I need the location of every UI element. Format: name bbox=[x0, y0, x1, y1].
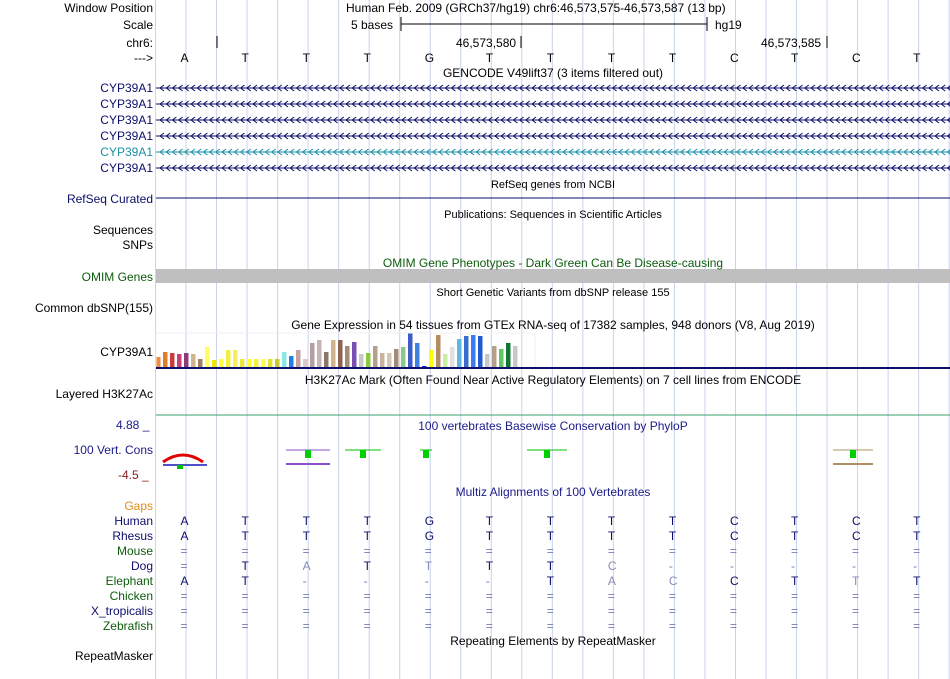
alignment-base: = bbox=[363, 544, 371, 558]
alignment-base: = bbox=[852, 604, 860, 618]
alignment-base: C bbox=[852, 514, 861, 528]
alignment-base: T bbox=[668, 529, 677, 543]
alignment-base: = bbox=[607, 544, 615, 558]
alignment-base: A bbox=[180, 514, 189, 528]
gtex-tissue-bar bbox=[282, 352, 287, 367]
alignment-base: = bbox=[363, 589, 371, 603]
gencode-track-title[interactable]: GENCODE V49lift37 (3 items filtered out) bbox=[442, 66, 664, 80]
alignment-base: T bbox=[363, 514, 371, 528]
alignment-base: = bbox=[546, 589, 554, 603]
alignment-base: = bbox=[607, 604, 615, 618]
alignment-base: = bbox=[424, 604, 432, 618]
alignment-base: G bbox=[424, 529, 435, 543]
alignment-base: = bbox=[729, 604, 737, 618]
alignment-base: = bbox=[363, 619, 371, 633]
alignment-base: = bbox=[913, 589, 921, 603]
gtex-tissue-bar bbox=[198, 359, 203, 367]
gtex-tissue-bar bbox=[499, 349, 504, 367]
gtex-tissue-bar bbox=[429, 350, 434, 367]
alignment-base: T bbox=[546, 529, 555, 543]
alignment-base: = bbox=[424, 544, 432, 558]
gtex-tissue-bar bbox=[163, 352, 168, 367]
base-letter: T bbox=[913, 51, 921, 65]
gtex-tissue-bar bbox=[436, 335, 441, 367]
gtex-tissue-bar bbox=[240, 359, 245, 367]
base-letter: C bbox=[729, 51, 739, 65]
scale-label: Scale bbox=[122, 18, 153, 32]
gtex-tissue-bar bbox=[464, 336, 469, 367]
phylop-mark bbox=[850, 450, 856, 458]
alignment-base: T bbox=[363, 529, 371, 543]
gencode-item-label[interactable]: CYP39A1 bbox=[100, 129, 153, 143]
alignment-base: = bbox=[546, 544, 554, 558]
alignment-base: = bbox=[791, 544, 799, 558]
alignment-base: C bbox=[729, 574, 739, 588]
alignment-base: = bbox=[485, 604, 493, 618]
alignment-base: T bbox=[424, 559, 433, 573]
alignment-base: T bbox=[485, 559, 494, 573]
strand-label: ---> bbox=[134, 51, 153, 65]
gtex-tissue-bar bbox=[352, 342, 357, 367]
alignment-base: T bbox=[302, 514, 310, 528]
alignment-base: T bbox=[363, 559, 371, 573]
alignment-base: = bbox=[241, 544, 249, 558]
phylop-track-title[interactable]: 100 vertebrates Basewise Conservation by PhyloP bbox=[418, 419, 688, 433]
alignment-base: T bbox=[241, 574, 249, 588]
alignment-base: = bbox=[668, 604, 676, 618]
gtex-tissue-bar bbox=[289, 356, 294, 367]
window-position-label: Window Position bbox=[64, 1, 153, 15]
gtex-tissue-bar bbox=[415, 343, 420, 367]
gencode-item-label[interactable]: CYP39A1 bbox=[100, 97, 153, 111]
alignment-base: T bbox=[485, 529, 494, 543]
base-letter: T bbox=[363, 51, 371, 65]
base-letter: T bbox=[607, 51, 616, 65]
chrom-label: chr6: bbox=[126, 36, 153, 50]
alignment-base: = bbox=[546, 619, 554, 633]
alignment-base: = bbox=[424, 589, 432, 603]
alignment-base: = bbox=[791, 619, 799, 633]
scale-value: 5 bases bbox=[351, 18, 394, 32]
base-letter: T bbox=[241, 51, 249, 65]
alignment-base: - bbox=[852, 559, 857, 573]
coordinate-tick-2: 46,573,585 bbox=[761, 36, 822, 50]
alignment-base: - bbox=[729, 559, 734, 573]
alignment-base: T bbox=[241, 559, 249, 573]
alignment-base: = bbox=[852, 589, 860, 603]
gtex-tissue-bar bbox=[310, 343, 315, 367]
alignment-base: = bbox=[791, 589, 799, 603]
alignment-base: - bbox=[424, 574, 429, 588]
alignment-base: T bbox=[791, 529, 799, 543]
h3k27ac-label[interactable]: Layered H3K27Ac bbox=[55, 387, 153, 401]
gtex-tissue-bar bbox=[345, 346, 350, 367]
gtex-tissue-bar bbox=[457, 339, 462, 367]
alignment-base: T bbox=[485, 514, 494, 528]
gaps-label[interactable]: Gaps bbox=[124, 499, 153, 513]
gtex-tissue-bar bbox=[401, 347, 406, 367]
phylop-mark bbox=[544, 450, 550, 458]
gtex-track-title[interactable]: Gene Expression in 54 tissues from GTEx RNA-seq of 17382 samples, 948 donors (V8, Aug 2019) bbox=[291, 318, 815, 332]
gtex-tissue-bar bbox=[471, 335, 476, 367]
alignment-base: = bbox=[180, 604, 188, 618]
gtex-tissue-bar bbox=[324, 352, 329, 367]
gtex-tissue-bar bbox=[212, 360, 217, 367]
gtex-tissue-bar bbox=[387, 353, 392, 367]
alignment-base: = bbox=[852, 544, 860, 558]
coordinate-tick-1: 46,573,580 bbox=[456, 36, 517, 50]
alignment-base: C bbox=[729, 529, 739, 543]
phylop-min-value: -4.5 _ bbox=[118, 468, 149, 482]
gtex-tissue-bar bbox=[373, 346, 378, 367]
gtex-tissue-bar bbox=[191, 354, 196, 367]
alignment-base: - bbox=[363, 574, 368, 588]
alignment-base: = bbox=[852, 619, 860, 633]
gtex-tissue-bar bbox=[317, 340, 322, 367]
species-label[interactable]: Rhesus bbox=[112, 529, 153, 543]
gtex-tissue-bar bbox=[506, 343, 511, 367]
gtex-tissue-bar bbox=[450, 347, 455, 367]
alignment-base: C bbox=[729, 514, 739, 528]
alignment-base: T bbox=[852, 574, 860, 588]
alignment-base: T bbox=[546, 574, 555, 588]
alignment-base: T bbox=[607, 529, 616, 543]
alignment-base: A bbox=[302, 559, 311, 573]
alignment-base: = bbox=[241, 589, 249, 603]
gtex-tissue-bar bbox=[485, 354, 490, 367]
base-letter: T bbox=[546, 51, 555, 65]
species-label[interactable]: Mouse bbox=[116, 544, 153, 558]
phylop-mark bbox=[177, 465, 183, 469]
alignment-base: = bbox=[729, 619, 737, 633]
alignment-base: = bbox=[668, 544, 676, 558]
phylop-max-value: 4.88 _ bbox=[116, 418, 150, 432]
alignment-base: = bbox=[180, 559, 188, 573]
gtex-tissue-bar bbox=[275, 359, 280, 367]
h3k27ac-track-title[interactable]: H3K27Ac Mark (Often Found Near Active Regulatory Elements) on 7 cell lines from ENCODE bbox=[304, 373, 802, 387]
alignment-base: = bbox=[302, 619, 310, 633]
window-position-value: Human Feb. 2009 (GRCh37/hg19) chr6:46,573,575-46,573,587 (13 bp) bbox=[346, 1, 726, 15]
multiz-track-title[interactable]: Multiz Alignments of 100 Vertebrates bbox=[455, 485, 651, 499]
refseq-curated-label[interactable]: RefSeq Curated bbox=[66, 192, 153, 206]
alignment-base: T bbox=[791, 514, 799, 528]
gtex-tissue-bar bbox=[170, 353, 175, 367]
alignment-base: - bbox=[913, 559, 918, 573]
alignment-base: T bbox=[791, 574, 799, 588]
gtex-tissue-bar bbox=[254, 359, 259, 367]
species-label[interactable]: Human bbox=[114, 514, 153, 528]
alignment-base: = bbox=[546, 604, 554, 618]
gtex-gene-label[interactable]: CYP39A1 bbox=[100, 345, 153, 359]
alignment-base: C bbox=[607, 559, 617, 573]
alignment-base: - bbox=[791, 559, 795, 573]
dbsnp-track-title[interactable]: Short Genetic Variants from dbSNP release 155 bbox=[436, 287, 670, 299]
species-label[interactable]: Elephant bbox=[105, 574, 153, 588]
gtex-tissue-bar bbox=[177, 354, 182, 367]
alignment-base: A bbox=[607, 574, 616, 588]
alignment-base: T bbox=[913, 514, 921, 528]
phylop-mark bbox=[423, 450, 429, 458]
refseq-track-title[interactable]: RefSeq genes from NCBI bbox=[490, 179, 616, 191]
species-label[interactable]: Dog bbox=[130, 559, 153, 573]
gencode-item-label[interactable]: CYP39A1 bbox=[100, 145, 153, 159]
species-label[interactable]: Zebrafish bbox=[102, 619, 153, 633]
alignment-base: = bbox=[729, 544, 737, 558]
alignment-base: T bbox=[546, 559, 555, 573]
alignment-base: = bbox=[180, 619, 188, 633]
sequences-label[interactable]: Sequences bbox=[92, 223, 153, 237]
alignment-base: = bbox=[668, 589, 676, 603]
alignment-base: = bbox=[180, 544, 188, 558]
alignment-base: T bbox=[546, 514, 555, 528]
alignment-base: C bbox=[668, 574, 678, 588]
phylop-mark bbox=[305, 450, 311, 458]
gtex-tissue-bar bbox=[359, 354, 364, 367]
alignment-base: = bbox=[668, 619, 676, 633]
alignment-base: T bbox=[241, 529, 249, 543]
alignment-base: = bbox=[729, 589, 737, 603]
scale-assembly: hg19 bbox=[715, 18, 742, 32]
repeatmasker-track-title[interactable]: Repeating Elements by RepeatMasker bbox=[450, 634, 656, 648]
alignment-base: A bbox=[180, 529, 189, 543]
alignment-base: T bbox=[913, 529, 921, 543]
gtex-tissue-bar bbox=[338, 340, 343, 367]
alignment-base: = bbox=[302, 604, 310, 618]
alignment-base: = bbox=[302, 544, 310, 558]
base-letter: T bbox=[302, 51, 310, 65]
species-label[interactable]: X_tropicalis bbox=[90, 604, 153, 618]
alignment-base: G bbox=[424, 514, 435, 528]
publications-track-title[interactable]: Publications: Sequences in Scientific Articles bbox=[444, 209, 662, 221]
base-letter: T bbox=[791, 51, 799, 65]
phylop-peak bbox=[163, 455, 203, 462]
alignment-base: = bbox=[424, 619, 432, 633]
gtex-tissue-bar bbox=[156, 357, 161, 367]
alignment-base: = bbox=[363, 604, 371, 618]
gtex-tissue-bar bbox=[296, 350, 301, 367]
gtex-tissue-bar bbox=[219, 359, 224, 367]
base-letter: T bbox=[668, 51, 677, 65]
snps-label[interactable]: SNPs bbox=[122, 238, 153, 252]
gtex-tissue-bar bbox=[205, 347, 210, 367]
gtex-tissue-bar bbox=[408, 333, 413, 367]
base-letter: A bbox=[180, 51, 189, 65]
alignment-base: = bbox=[241, 619, 249, 633]
alignment-base: C bbox=[852, 529, 861, 543]
gtex-tissue-bar bbox=[492, 346, 497, 367]
alignment-base: T bbox=[668, 514, 677, 528]
alignment-base: = bbox=[913, 604, 921, 618]
gencode-item-label[interactable]: CYP39A1 bbox=[100, 113, 153, 127]
alignment-base: = bbox=[913, 619, 921, 633]
alignment-base: - bbox=[302, 574, 307, 588]
alignment-base: = bbox=[302, 589, 310, 603]
phylop-mark bbox=[360, 450, 366, 458]
gtex-tissue-bar bbox=[394, 349, 399, 367]
base-letter: G bbox=[424, 51, 435, 65]
alignment-base: A bbox=[180, 574, 189, 588]
alignment-base: = bbox=[485, 619, 493, 633]
alignment-base: = bbox=[485, 589, 493, 603]
alignment-base: T bbox=[607, 514, 616, 528]
gtex-tissue-bar bbox=[233, 350, 238, 367]
alignment-base: T bbox=[241, 514, 249, 528]
gtex-tissue-bar bbox=[184, 353, 189, 367]
alignment-base: = bbox=[791, 604, 799, 618]
omim-genes-label[interactable]: OMIM Genes bbox=[81, 270, 153, 284]
gtex-tissue-bar bbox=[380, 353, 385, 367]
gencode-item-label[interactable]: CYP39A1 bbox=[100, 161, 153, 175]
gencode-item-label[interactable]: CYP39A1 bbox=[100, 81, 153, 95]
alignment-base: = bbox=[607, 589, 615, 603]
gtex-tissue-bar bbox=[226, 350, 231, 367]
phylop-label[interactable]: 100 Vert. Cons bbox=[73, 443, 153, 457]
omim-bar bbox=[156, 269, 950, 283]
base-letter: T bbox=[485, 51, 494, 65]
gtex-tissue-bar bbox=[261, 359, 266, 367]
alignment-base: T bbox=[302, 529, 310, 543]
alignment-base: = bbox=[913, 544, 921, 558]
gtex-tissue-bar bbox=[247, 359, 252, 367]
alignment-base: = bbox=[607, 619, 615, 633]
gtex-tissue-bar bbox=[268, 359, 273, 367]
alignment-base: - bbox=[485, 574, 490, 588]
alignment-base: = bbox=[180, 589, 188, 603]
gtex-tissue-bar bbox=[478, 336, 483, 367]
alignment-base: = bbox=[485, 544, 493, 558]
gtex-tissue-bar bbox=[513, 346, 518, 367]
alignment-base: = bbox=[241, 604, 249, 618]
gtex-tissue-bar bbox=[303, 359, 308, 367]
gtex-tissue-bar bbox=[443, 354, 448, 367]
gtex-tissue-bar bbox=[366, 353, 371, 367]
gtex-tissue-bar bbox=[331, 340, 336, 367]
alignment-base: T bbox=[913, 574, 921, 588]
dbsnp-label[interactable]: Common dbSNP(155) bbox=[34, 301, 153, 315]
species-label[interactable]: Chicken bbox=[109, 589, 153, 603]
alignment-base: - bbox=[668, 559, 673, 573]
base-letter: C bbox=[852, 51, 861, 65]
omim-track-title[interactable]: OMIM Gene Phenotypes - Dark Green Can Be Disease-causing bbox=[382, 256, 724, 270]
gtex-tissue-bar bbox=[422, 366, 427, 367]
repeatmasker-label[interactable]: RepeatMasker bbox=[74, 649, 153, 663]
